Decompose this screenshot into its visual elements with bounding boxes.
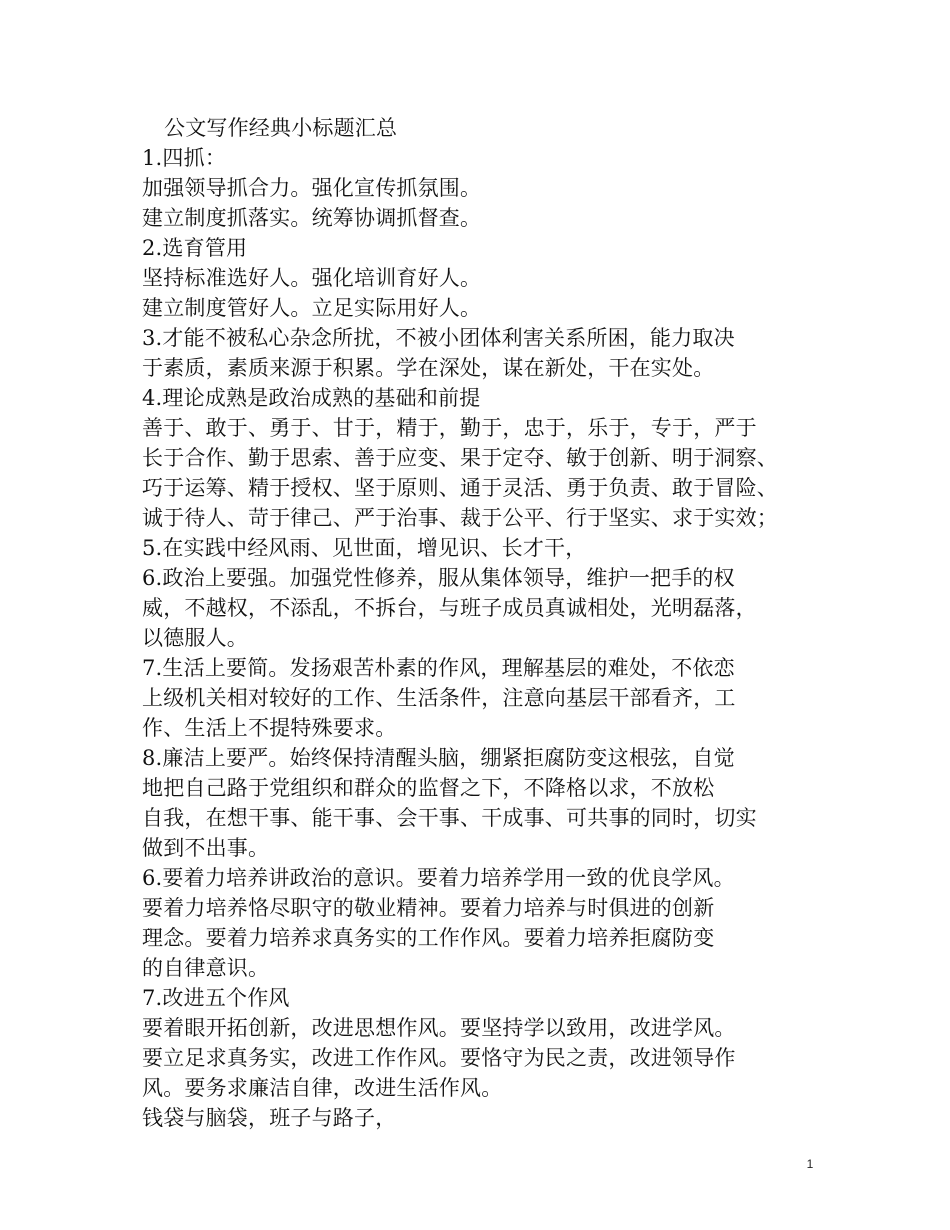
text-line: 5.在实践中经风雨、见世面，增见识、长才干， bbox=[142, 536, 587, 560]
text-line: 要立足求真务实，改进工作作风。要恪守为民之责，改进领导作 bbox=[142, 1046, 736, 1070]
text-line: 善于、敢于、勇于、甘于，精于，勤于，忠于，乐于，专于，严于 bbox=[142, 416, 757, 440]
text-line: 加强领导抓合力。强化宣传抓氛围。 bbox=[142, 176, 482, 200]
text-line: 钱袋与脑袋，班子与路子， bbox=[142, 1106, 397, 1130]
text-line: 4.理论成熟是政治成熟的基础和前提 bbox=[142, 386, 481, 410]
document-title: 公文写作经典小标题汇总 bbox=[164, 116, 398, 140]
text-line: 作、生活上不提特殊要求。 bbox=[142, 716, 397, 740]
text-line: 于素质，素质来源于积累。学在深处，谋在新处，干在实处。 bbox=[142, 356, 715, 380]
text-line: 做到不出事。 bbox=[142, 836, 270, 860]
text-line: 坚持标准选好人。强化培训育好人。 bbox=[142, 266, 482, 290]
text-line: 风。要务求廉洁自律，改进生活作风。 bbox=[142, 1076, 503, 1100]
text-line: 威，不越权，不添乱，不拆台，与班子成员真诚相处，光明磊落， bbox=[142, 596, 757, 620]
text-line: 7.生活上要简。发扬艰苦朴素的作风，理解基层的难处，不依恋 bbox=[142, 656, 735, 680]
text-line: 3.才能不被私心杂念所扰，不被小团体利害关系所困，能力取决 bbox=[142, 326, 735, 350]
text-line: 1.四抓： bbox=[142, 146, 227, 170]
text-line: 6.政治上要强。加强党性修养，服从集体领导，维护一把手的权 bbox=[142, 566, 735, 590]
text-line: 建立制度抓落实。统筹协调抓督查。 bbox=[142, 206, 482, 230]
text-line: 上级机关相对较好的工作、生活条件，注意向基层干部看齐，工 bbox=[142, 686, 736, 710]
text-line: 长于合作、勤于思索、善于应变、果于定夺、敏于创新、明于洞察、 bbox=[142, 446, 778, 470]
text-line: 6.要着力培养讲政治的意识。要着力培养学用一致的优良学风。 bbox=[142, 866, 735, 890]
text-line: 的自律意识。 bbox=[142, 956, 270, 980]
page-number: 1 bbox=[806, 1157, 814, 1171]
text-line: 8.廉洁上要严。始终保持清醒头脑，绷紧拒腐防变这根弦，自觉 bbox=[142, 746, 735, 770]
text-line: 理念。要着力培养求真务实的工作作风。要着力培养拒腐防变 bbox=[142, 926, 715, 950]
text-line: 2.选育管用 bbox=[142, 236, 248, 260]
document-body bbox=[142, 113, 832, 1133]
text-line: 建立制度管好人。立足实际用好人。 bbox=[142, 296, 482, 320]
text-line: 诚于待人、苛于律己、严于治事、裁于公平、行于坚实、求于实效； bbox=[142, 506, 778, 530]
text-line: 地把自己路于党组织和群众的监督之下，不降格以求，不放松 bbox=[142, 776, 715, 800]
text-line: 自我，在想干事、能干事、会干事、干成事、可共事的同时，切实 bbox=[142, 806, 757, 830]
text-line: 要着力培养恪尽职守的敬业精神。要着力培养与时俱进的创新 bbox=[142, 896, 715, 920]
text-line: 以德服人。 bbox=[142, 626, 248, 650]
text-line: 7.改进五个作风 bbox=[142, 986, 290, 1010]
text-line: 要着眼开拓创新，改进思想作风。要坚持学以致用，改进学风。 bbox=[142, 1016, 736, 1040]
text-line: 巧于运筹、精于授权、坚于原则、通于灵活、勇于负责、敢于冒险、 bbox=[142, 476, 778, 500]
